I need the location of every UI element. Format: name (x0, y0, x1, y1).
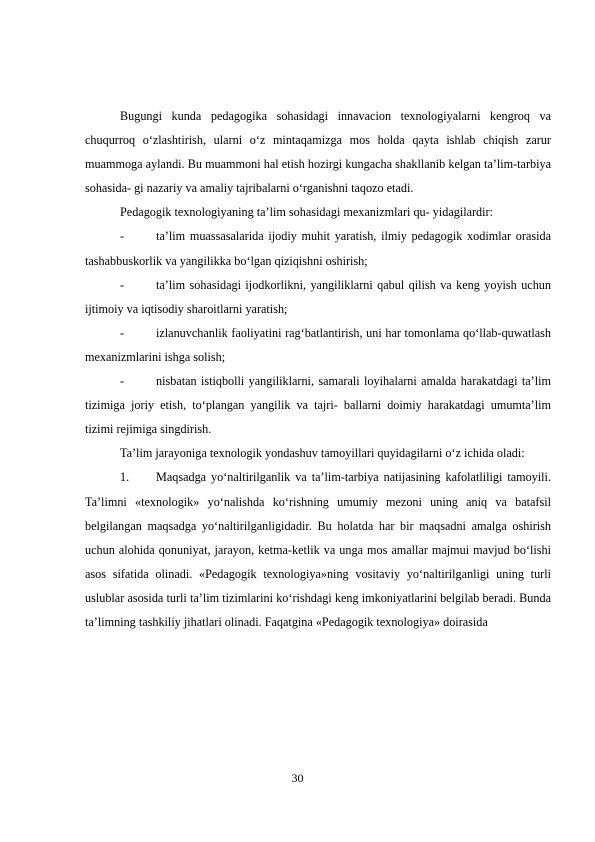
page-number: 30 (291, 771, 304, 785)
list-item-text: ta’lim muassasalarida ijodiy muhit yaratish, ilmiy pedagogik xodimlar orasida tashabbuskorlik va yangilikka bo‘lgan qiziqishni oshirish; (85, 229, 551, 268)
list-item-text: izlanuvchanlik faoliyatini rag‘batlantirish, uni har tomonlama qo‘llab-quwatlash mexanizmlarini ishga solish; (85, 325, 551, 364)
list-item-text: nisbatan istiqbolli yangiliklarni, samarali loyihalarni amalda harakatdagi ta’lim tizimiga joriy etish, to‘plangan yangilik va tajri- ballarni doimiy harakatdagi umumta’lim tizimi rejimiga singdirish. (85, 374, 551, 437)
dash-list-item (85, 224, 551, 272)
dash-list-item (85, 321, 551, 369)
document-body (85, 104, 551, 634)
mechanisms-heading-paragraph: Pedagogik texnologiyaning ta’lim sohasidagi mexanizmlari qu- yidagilardir: (120, 205, 493, 220)
list-marker: - (120, 277, 125, 292)
list-number: 1. (120, 470, 130, 485)
list-item-text: ta’lim sohasidagi ijodkorlikni, yangiliklarni qabul qilish va keng yoyish uchun ijtimoiy va iqtisodiy sharoitlarni yaratish; (85, 277, 551, 316)
principles-paragraph: Ta’lim jarayoniga texnologik yondashuv tamoyillari quyidagilarni o‘z ichida oladi: (120, 446, 525, 461)
dash-list-item (85, 369, 551, 441)
intro-paragraph: Bugungi kunda pedagogika sohasidagi innavacion texnologiyalarni kengroq va chuqurroq o‘zlashtirish, ularni o‘z mintaqamizga mos holda qayta ishlab chiqish zarur muammoga aylandi. Bu muammoni hal etish hozirgi kungacha shakllanib kelgan ta’lim-tarbiya sohasida- gi nazariy va amaliy tajribalarni o‘rganishni taqozo etadi. (85, 109, 551, 196)
list-marker: - (120, 229, 125, 244)
numbered-list-item (85, 465, 551, 634)
list-marker: - (120, 325, 125, 340)
dash-list-item (85, 273, 551, 321)
list-marker: - (120, 374, 125, 389)
list-item-text: Maqsadga yo‘naltirilganlik va ta’lim-tarbiya natijasining kafolatliligi tamoyili. Ta’limni «texnologik» yo‘nalishda ko‘rishning umumiy mezoni uning aniq va batafsil belgilangan maqsadga yo‘naltirilganligidadir. Bu holatda har bir maqsadni amalga oshirish uchun alohida qonuniyat, jarayon, ketma-ketlik va unga mos amallar majmui mavjud bo‘lishi asos sifatida olinadi. «Pedagogik texnologiya»ning vositaviy yo‘naltirilganligi uning turli uslublar asosida turli ta’lim tizimlarini ko‘rishdagi keng imkoniyatlarini belgilab beradi. Bunda ta’limning tashkiliy jihatlari olinadi. Faqatgina «Pedagogik texnologiya» doirasida (85, 470, 551, 629)
